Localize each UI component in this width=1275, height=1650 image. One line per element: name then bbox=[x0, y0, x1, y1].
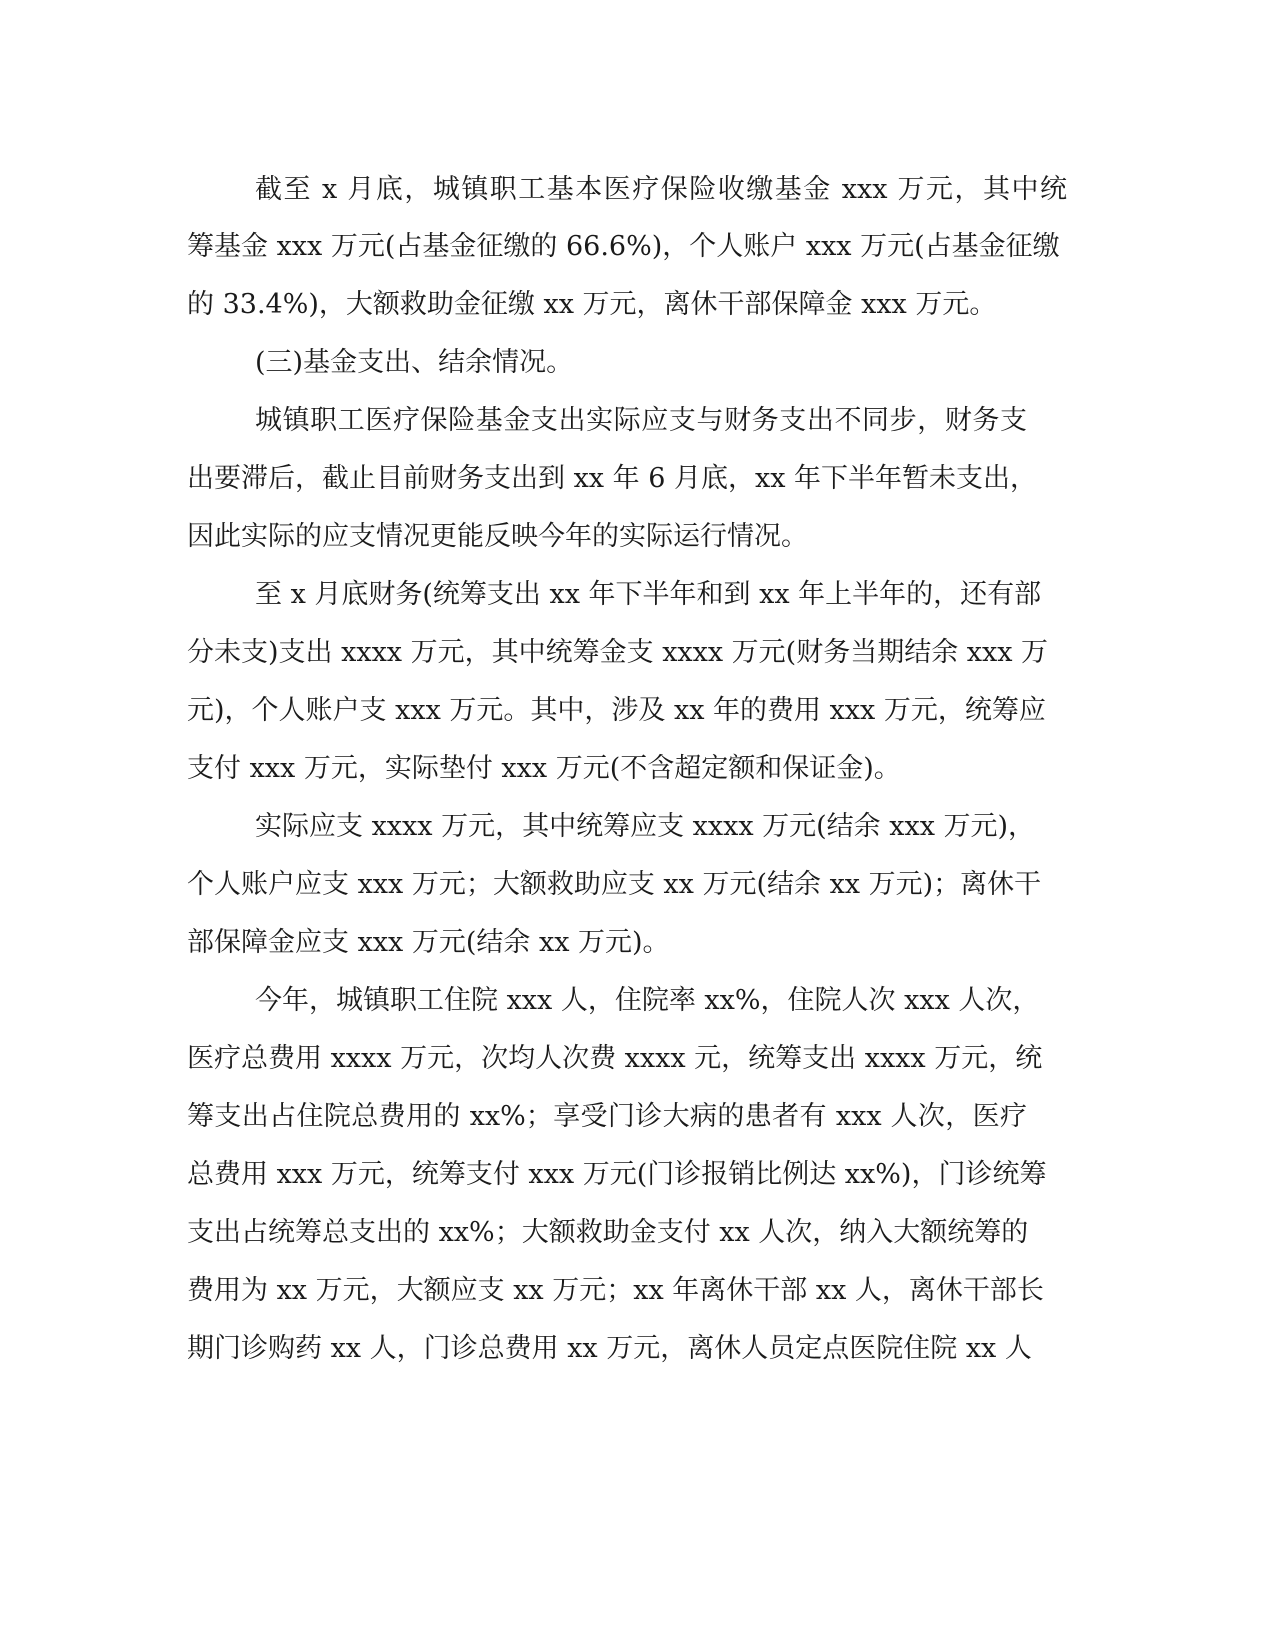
text-line: 至 x 月底财务(统筹支出 xx 年下半年和到 xx 年上半年的，还有部 bbox=[255, 579, 1042, 610]
section-heading: (三)基金支出、结余情况。 bbox=[255, 347, 574, 378]
text-line: 分未支)支出 xxxx 万元，其中统筹金支 xxxx 万元(财务当期结余 xxx 万 bbox=[187, 637, 1049, 668]
text-line: 部保障金应支 xxx 万元(结余 xx 万元)。 bbox=[187, 927, 670, 958]
text-line: 期门诊购药 xx 人，门诊总费用 xx 万元，离休人员定点医院住院 xx 人 bbox=[187, 1333, 1032, 1364]
text-line: 的 33.4%)，大额救助金征缴 xx 万元，离休干部保障金 xxx 万元。 bbox=[187, 289, 997, 320]
text-line: 医疗总费用 xxxx 万元，次均人次费 xxxx 元，统筹支出 xxxx 万元，统 bbox=[187, 1043, 1043, 1074]
text-line: 费用为 xx 万元，大额应支 xx 万元；xx 年离休干部 xx 人，离休干部长 bbox=[187, 1275, 1044, 1306]
text-line: 元)，个人账户支 xxx 万元。其中，涉及 xx 年的费用 xxx 万元，统筹应 bbox=[187, 695, 1046, 726]
text-line: 因此实际的应支情况更能反映今年的实际运行情况。 bbox=[187, 521, 808, 552]
text-line: 支付 xxx 万元，实际垫付 xxx 万元(不含超定额和保证金)。 bbox=[187, 753, 901, 784]
text-line: 城镇职工医疗保险基金支出实际应支与财务支出不同步，财务支 bbox=[255, 405, 1027, 436]
text-line: 今年，城镇职工住院 xxx 人，住院率 xx%，住院人次 xxx 人次， bbox=[255, 985, 1040, 1016]
text-line: 总费用 xxx 万元，统筹支付 xxx 万元(门诊报销比例达 xx%)，门诊统筹 bbox=[187, 1159, 1047, 1190]
text-line: 实际应支 xxxx 万元，其中统筹应支 xxxx 万元(结余 xxx 万元)， bbox=[255, 811, 1036, 842]
text-line: 截至 x 月底，城镇职工基本医疗保险收缴基金 xxx 万元，其中统 bbox=[255, 174, 1067, 205]
text-line: 个人账户应支 xxx 万元；大额救助应支 xx 万元(结余 xx 万元)；离休干 bbox=[187, 869, 1042, 900]
text-line: 筹基金 xxx 万元(占基金征缴的 66.6%)，个人账户 xxx 万元(占基金征缴 bbox=[187, 231, 1060, 262]
text-line: 支出占统筹总支出的 xx%；大额救助金支付 xx 人次，纳入大额统筹的 bbox=[187, 1217, 1029, 1248]
text-line: 筹支出占住院总费用的 xx%；享受门诊大病的患者有 xxx 人次，医疗 bbox=[187, 1101, 1027, 1132]
text-line: 出要滞后，截止目前财务支出到 xx 年 6 月底，xx 年下半年暂未支出， bbox=[187, 463, 1037, 494]
